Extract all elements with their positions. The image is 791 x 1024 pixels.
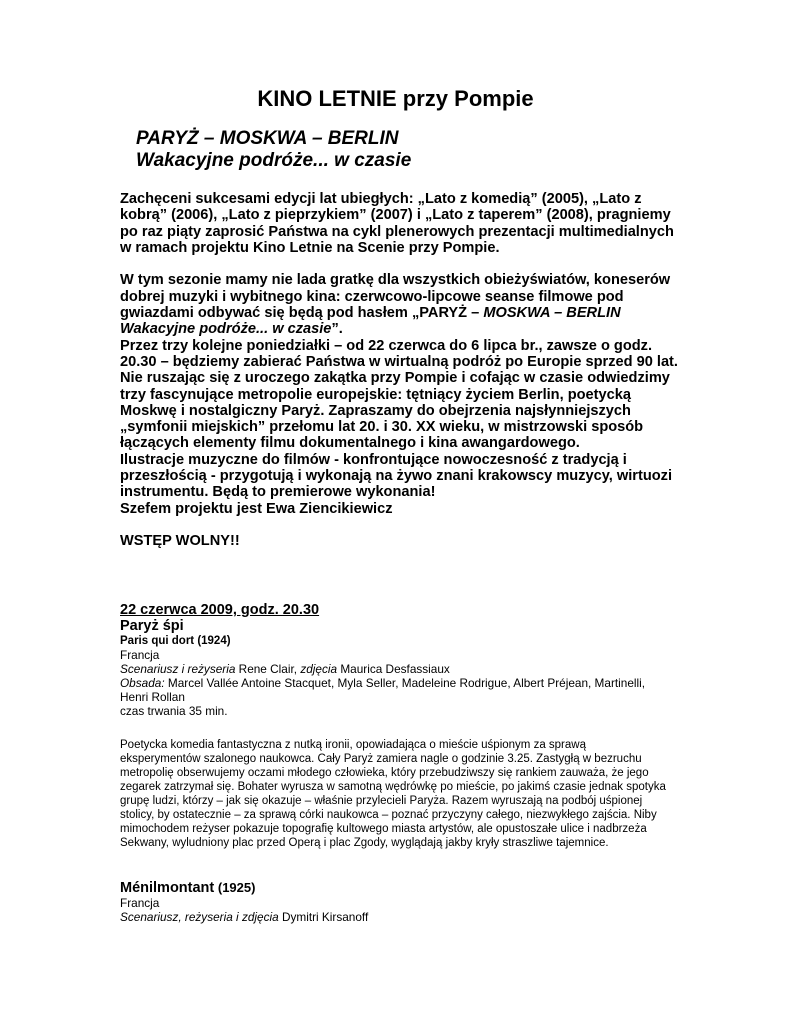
subtitle-cities: PARYŻ – MOSKWA – BERLIN (136, 128, 399, 149)
page-title: KINO LETNIE przy Pompie (257, 86, 534, 111)
film-2-section (120, 880, 660, 924)
film-1-cast-label: Obsada: (120, 676, 165, 690)
project-lead: Szefem projektu jest Ewa Ziencikiewicz (120, 500, 393, 517)
film-1-original-title: Paris qui dort (1924) (120, 635, 231, 647)
film-2-year: (1925) (214, 880, 256, 895)
film-1-credit-label-2: zdjęcia (300, 662, 338, 676)
intro-section (120, 191, 680, 550)
film-2-credit-label: Scenariusz, reżyseria i zdjęcia (120, 910, 279, 924)
film-1-credit-value-1: Rene Clair, (235, 662, 301, 676)
intro-paragraph-2 (120, 272, 680, 337)
film-2-title-line (120, 880, 660, 896)
film-1-cast-value: Marcel Vallée Antoine Stacquet, Myla Seller, Madeleine Rodrigue, Albert Préjean, Martinelli, Henri Rollan (120, 676, 646, 704)
film-1-title: Paryż śpi (120, 618, 184, 634)
film-2-title: Ménilmontant (120, 880, 215, 896)
film-1-credits (120, 662, 660, 676)
intro-paragraph-2-italic: MOSKWA – BERLIN Wakacyjne podróże... w czasie (120, 305, 621, 338)
film-1-cast (120, 676, 660, 704)
subtitle-tagline: Wakacyjne podróże... w czasie (136, 150, 412, 171)
film-1-duration: czas trwania 35 min. (120, 704, 228, 718)
film-1-date: 22 czerwca 2009, godz. 20.30 (120, 602, 320, 618)
film-2-country: Francja (120, 896, 160, 910)
film-1-country: Francja (120, 648, 160, 662)
intro-paragraph-2-end: ”. (331, 321, 343, 338)
film-1-credit-value-2: Maurica Desfassiaux (337, 662, 450, 676)
intro-paragraph-1: Zachęceni sukcesami edycji lat ubiegłych: „Lato z komedią” (2005), „Lato z kobrą” (2006), „Lato z pieprzykiem” (2007) i „Lato z taperem” (2008), pragniemy po raz piąty zaprosić Państwa na cykl plenerowych prezentacji multimedialnych w ramach projektu Kino Letnie na Scenie przy Pompie. (120, 191, 674, 256)
film-2-credits (120, 910, 660, 924)
intro-paragraph-2-text: W tym sezonie mamy nie lada gratkę dla wszystkich obieżyświatów, koneserów dobrej muzyki i wybitnego kina: czerwcowo-lipcowe seanse filmowe pod gwiazdami odbywać się będą pod hasłem „PARYŻ – (120, 272, 671, 322)
intro-paragraph-4: Ilustracje muzyczne do filmów - konfrontujące nowoczesność z tradycją i przeszłością - przygotują i wykonają na żywo znani krakowscy muzycy, wirtuozi instrumentu. Będą to premierowe wykonania! (120, 451, 673, 501)
film-1-section (120, 602, 660, 718)
free-entry-notice: WSTĘP WOLNY!! (120, 533, 240, 550)
film-2-credit-value: Dymitri Kirsanoff (278, 910, 369, 924)
film-1-credit-label-1: Scenariusz i reżyseria (120, 662, 236, 676)
intro-paragraph-3: Przez trzy kolejne poniedziałki – od 22 czerwca do 6 lipca br., zawsze o godz. 20.30 – będziemy zabierać Państwa w wirtualną podróż po Europie sprzed 90 lat. Nie ruszając się z uroczego zakątka przy Pompie i cofając w czasie odwiedzimy trzy fascynujące metropolie europejskie: tętniący życiem Berlin, poetycką Moskwę i nostalgiczny Paryż. Zapraszamy do obejrzenia najsłynniejszych „symfonii miejskich” przełomu lat 20. i 30. XX wieku, w mistrzowski sposób łączących elementy filmu dokumentalnego i kina awangardowego. (120, 337, 678, 452)
film-1-description: Poetycka komedia fantastyczna z nutką ironii, opowiadająca o mieście uśpionym za sprawą eksperymentów szalonego naukowca. Cały Paryż zamiera nagle o godzinie 3.25. Zastygłą w bezruchu metropolię obserwujemy oczami młodego człowieka, który przebudziwszy się rankiem zauważa, że jego zegarek zatrzymał się. Bohater wyrusza w samotną wędrówkę po mieście, po jakimś czasie jednak spotyka grupę ludzi, którzy – jak się okazuje – właśnie przylecieli Paryża. Razem wyruszają na podbój uśpionej stolicy, by ostatecznie – za sprawą córki naukowca – poznać przyczyny całego, niezwykłego zajścia. Niby mimochodem reżyser pokazuje topografię kultowego miasta artystów, ale opustoszałe ulice i nadbrzeża Sekwany, wyludniony plac przed Operą i plac Zgody, wyglądają jakby kryły straszliwe tajemnice. (120, 739, 666, 849)
